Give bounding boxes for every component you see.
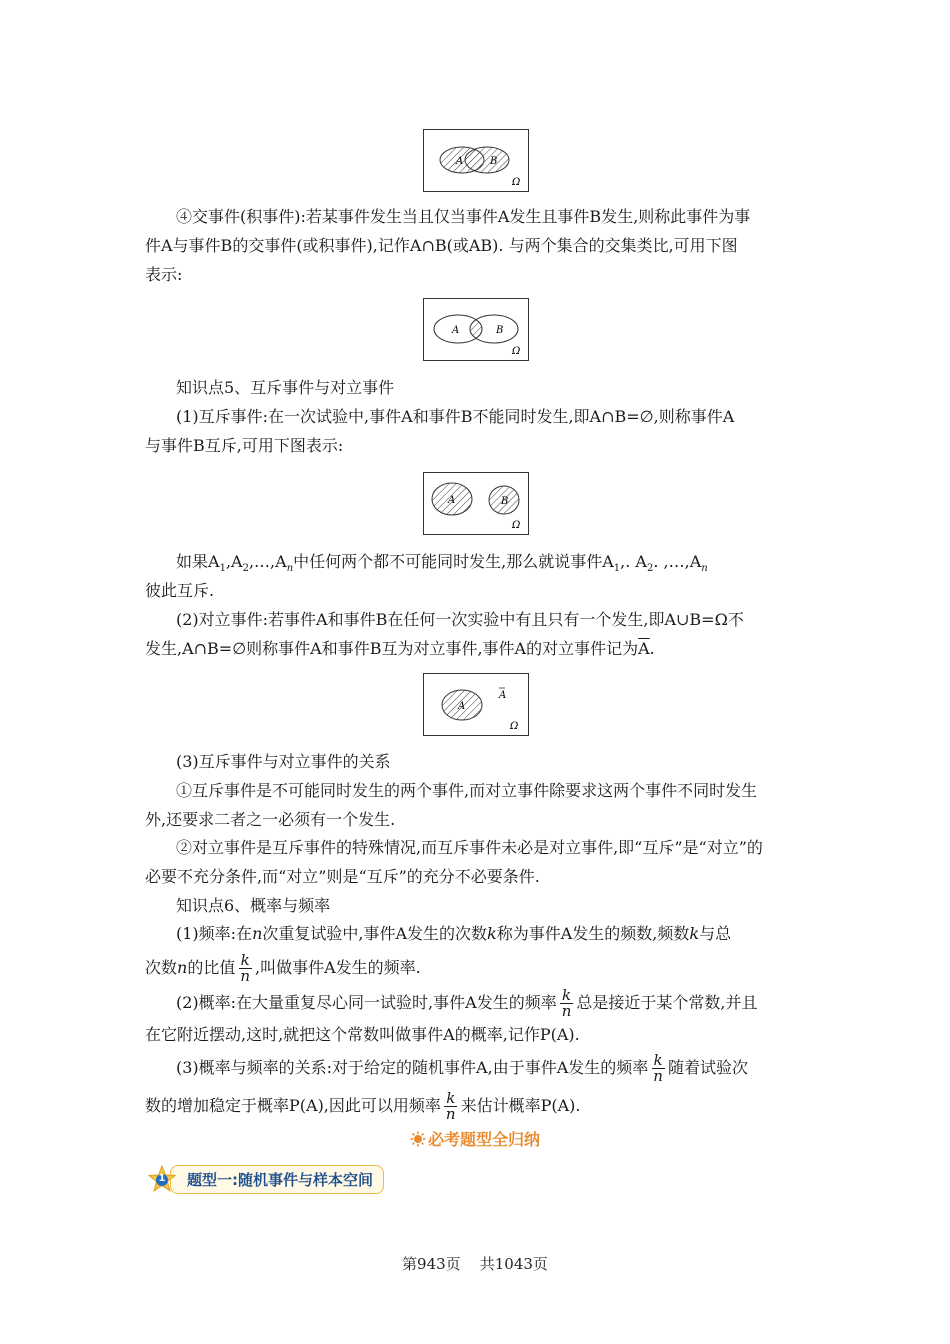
venn-complement-figure — [423, 673, 529, 736]
fig4-label-a: A — [458, 701, 466, 712]
prob-line-2: 在它附近摆动,这时,就把这个常数叫做事件A的概率,记作P(A). — [145, 1025, 580, 1044]
fig1-label-b: B — [490, 156, 498, 167]
fig4-label-abar: A — [499, 690, 507, 701]
question-type-badge — [148, 1164, 384, 1194]
fraction-k-over-n: $\frac{k}{n}$ — [561, 986, 572, 1020]
ifmany-line-1: 如果$A_1,A_2,\dots,A_n$中任何两个都不可能同时发生,那么就说事件$A_1$,. $A_2$. $,\dots,A_n$ — [176, 552, 708, 575]
venn-mutex-figure — [423, 472, 529, 535]
badge-number: 1 — [158, 1173, 166, 1184]
venn-intersection-figure — [423, 298, 529, 361]
rel2-line-2: 数的增加稳定于概率P(A),因此可以用频率 $\frac{k}{n}$ 来估计概率P(A). — [145, 1089, 581, 1123]
fig3-label-a: A — [448, 495, 456, 506]
opposite-line-1: (2)对立事件:若事件A和事件B在任何一次实验中有且只有一个发生,即A∪B=Ω不 — [176, 610, 744, 629]
ifmany-line-2: 彼此互斥. — [145, 581, 215, 600]
badge-title: 题型一:随机事件与样本空间 — [170, 1165, 384, 1194]
opposite-line-2: 发生,A∩B=∅则称事件A和事件B互为对立事件,事件A的对立事件记为$\overline{A}$. — [145, 639, 655, 658]
kp5-title: 知识点5、互斥事件与对立事件 — [176, 378, 395, 397]
intersection-line-3: 表示: — [145, 265, 183, 284]
fig3-omega: Ω — [512, 520, 521, 531]
intersection-line-1: ④交事件(积事件):若某事件发生当且仅当事件A发生且事件B发生,则称此事件为事 — [176, 207, 751, 226]
page-footer: 第943页 共1043页 — [402, 1255, 548, 1273]
star-number-icon — [148, 1165, 176, 1193]
relation-title: (3)互斥事件与对立事件的关系 — [176, 752, 391, 771]
fraction-k-over-n: $\frac{k}{n}$ — [240, 951, 251, 985]
venn-union-figure — [423, 129, 529, 192]
section-heading: 必考题型全归纳 — [0, 1127, 950, 1151]
sun-icon — [410, 1131, 426, 1151]
kp6-title: 知识点6、概率与频率 — [176, 896, 331, 915]
fraction-k-over-n: $\frac{k}{n}$ — [445, 1089, 456, 1123]
fig2-label-a: A — [452, 325, 460, 336]
fig2-label-b: B — [496, 325, 504, 336]
relation-r2-line-2: 必要不充分条件,而“对立”则是“互斥”的充分不必要条件. — [145, 867, 540, 886]
fig1-label-a: A — [456, 156, 464, 167]
relation-r1-line-2: 外,还要求二者之一必须有一个发生. — [145, 810, 396, 829]
fraction-k-over-n: $\frac{k}{n}$ — [653, 1051, 663, 1085]
rel2-line-1: (3)概率与频率的关系:对于给定的随机事件A,由于事件A发生的频率 $\frac{k}{n}$ 随着试验次 — [176, 1051, 748, 1085]
fig2-omega: Ω — [512, 346, 521, 357]
relation-r1-line-1: ①互斥事件是不可能同时发生的两个事件,而对立事件除要求这两个事件不同时发生 — [176, 781, 758, 800]
prob-line-1: (2)概率:在大量重复尽心同一试验时,事件A发生的频率 $\frac{k}{n}$ 总是接近于某个常数,并且 — [176, 986, 758, 1020]
mutex-line-2: 与事件B互斥,可用下图表示: — [145, 436, 344, 455]
mutex-line-1: (1)互斥事件:在一次试验中,事件A和事件B不能同时发生,即A∩B=∅,则称事件A — [176, 407, 735, 426]
intersection-line-2: 件A与事件B的交事件(或积事件),记作A∩B(或AB). 与两个集合的交集类比,可用下图 — [145, 236, 738, 255]
freq-line-1: (1)频率:在n次重复试验中,事件A发生的次数k称为事件A发生的频数,频数k与总 — [176, 924, 732, 943]
freq-line-2: 次数n的比值 $\frac{k}{n}$ ,叫做事件A发生的频率. — [145, 951, 421, 985]
fig4-omega: Ω — [510, 721, 519, 732]
relation-r2-line-1: ②对立事件是互斥事件的特殊情况,而互斥事件未必是对立事件,即“互斥”是“对立”的 — [176, 838, 763, 857]
fig1-omega: Ω — [512, 177, 521, 188]
fig3-label-b: B — [501, 496, 509, 507]
